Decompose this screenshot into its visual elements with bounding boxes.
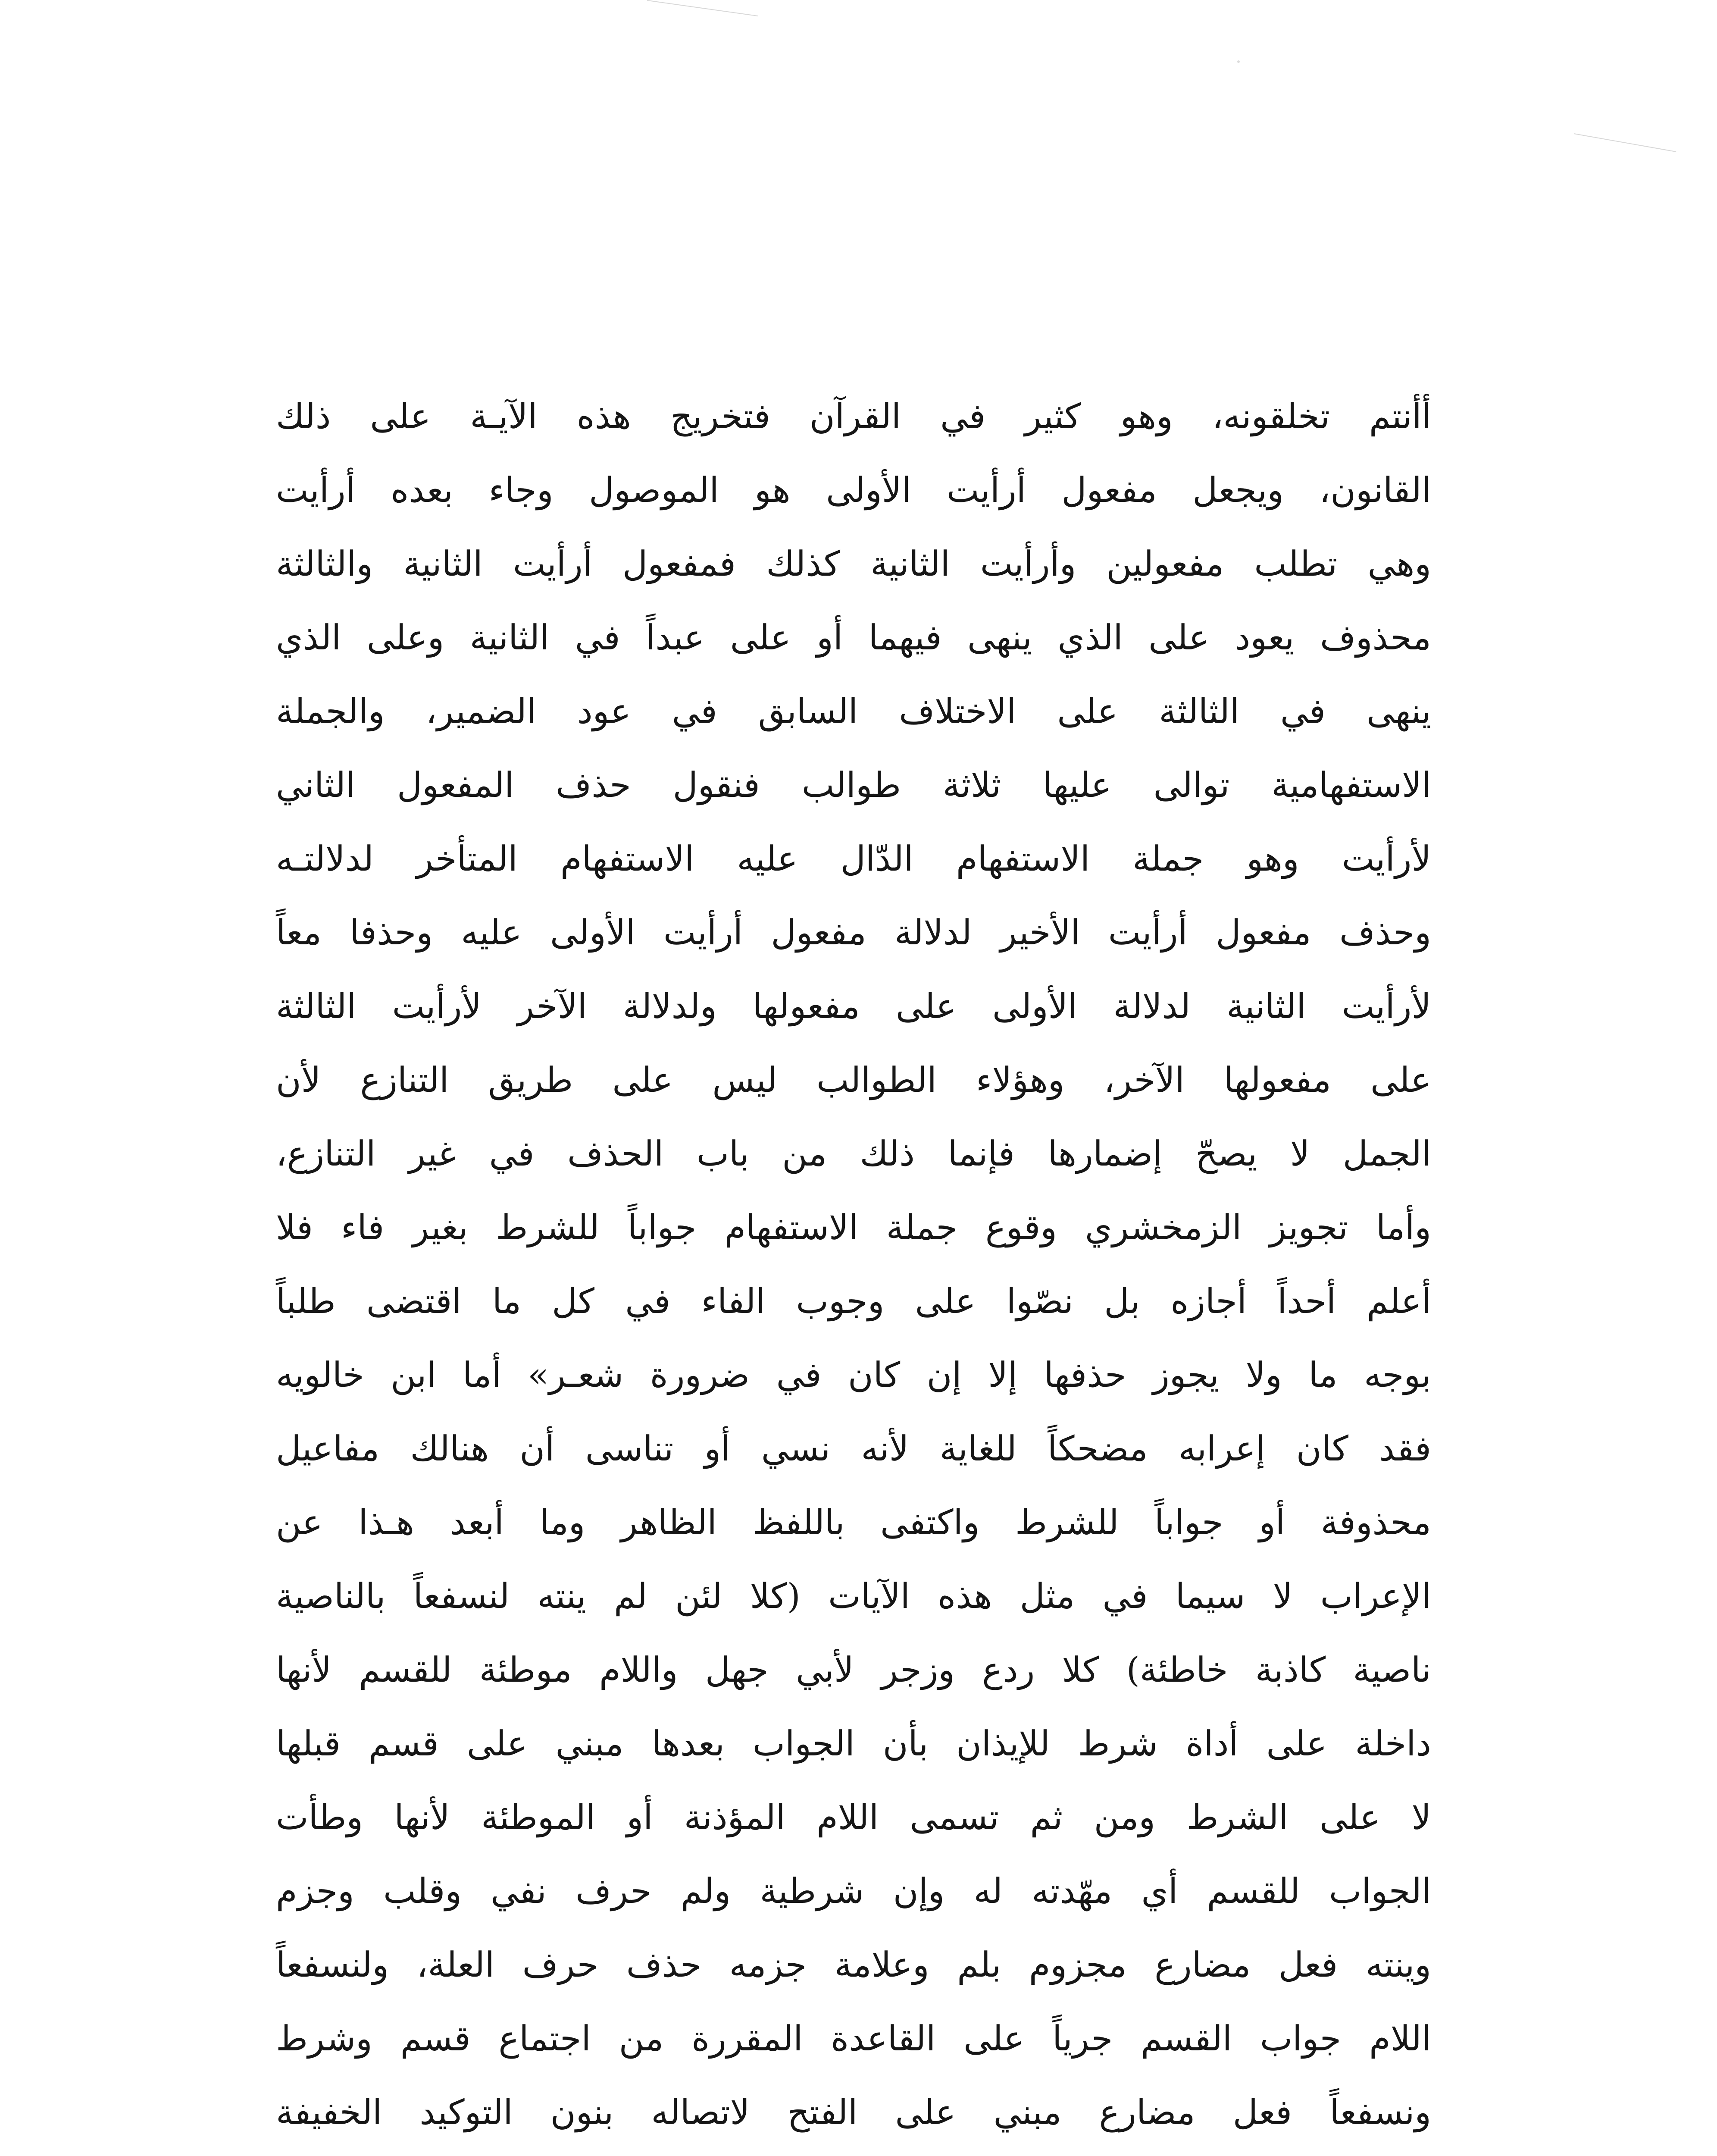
text-line: الجمل لا يصحّ إضمارها فإنما ذلك من باب الحذف في غير التنازع، bbox=[276, 1134, 1431, 1174]
text-line: وحذف مفعول أرأيت الأخير لدلالة مفعول أرأيت الأولى عليه وحذفا معاً bbox=[276, 912, 1431, 953]
text-line: لأرأيت الثانية لدلالة الأولى على مفعولها ولدلالة الآخر لأرأيت الثالثة bbox=[276, 986, 1431, 1026]
text-line: أأنتم تخلقونه، وهو كثير في القرآن فتخريج هذه الآيـة على ذلك bbox=[276, 396, 1431, 436]
text-line: ينهى في الثالثة على الاختلاف السابق في عود الضمير، والجملة bbox=[276, 691, 1431, 731]
text-line: الإعراب لا سيما في مثل هذه الآيات (كلا لئن لم ينته لنسفعاً بالناصية bbox=[276, 1576, 1431, 1616]
scan-dust-spot bbox=[1237, 60, 1240, 63]
text-line: لا على الشرط ومن ثم تسمى اللام المؤذنة أو الموطئة لأنها وطأت bbox=[276, 1797, 1431, 1837]
text-line: اللام جواب القسم جرياً على القاعدة المقررة من اجتماع قسم وشرط bbox=[276, 2018, 1431, 2059]
text-line: القانون، ويجعل مفعول أرأيت الأولى هو الموصول وجاء بعده أرأيت bbox=[276, 470, 1431, 510]
scan-mark-top-right bbox=[1574, 133, 1676, 152]
text-line: الجواب للقسم أي مهّدته له وإن شرطية ولم حرف نفي وقلب وجزم bbox=[276, 1871, 1431, 1911]
text-line: ونسفعاً فعل مضارع مبني على الفتح لاتصاله بنون التوكيد الخفيفة bbox=[276, 2092, 1431, 2132]
scan-mark-top bbox=[647, 0, 758, 16]
text-line: ناصية كاذبة خاطئة) كلا ردع وزجر لأبي جهل واللام موطئة للقسم لأنها bbox=[276, 1650, 1431, 1690]
text-line: محذوفة أو جواباً للشرط واكتفى باللفظ الظاهر وما أبعد هـذا عن bbox=[276, 1502, 1431, 1542]
text-line: لأرأيت وهو جملة الاستفهام الدّال عليه الاستفهام المتأخر لدلالتـه bbox=[276, 839, 1431, 879]
text-line: الاستفهامية توالى عليها ثلاثة طوالب فنقول حذف المفعول الثاني bbox=[276, 765, 1431, 805]
text-line: وأما تجويز الزمخشري وقوع جملة الاستفهام جواباً للشرط بغير فاء فلا bbox=[276, 1207, 1431, 1247]
text-line: داخلة على أداة شرط للإيذان بأن الجواب بعدها مبني على قسم قبلها bbox=[276, 1724, 1431, 1764]
text-line: فقد كان إعرابه مضحكاً للغاية لأنه نسي أو تناسى أن هنالك مفاعيل bbox=[276, 1429, 1431, 1469]
body-text bbox=[276, 379, 1431, 2156]
text-line: محذوف يعود على الذي ينهى فيهما أو على عبداً في الثانية وعلى الذي bbox=[276, 617, 1431, 658]
text-line: وينته فعل مضارع مجزوم بلم وعلامة جزمه حذف حرف العلة، ولنسفعاً bbox=[276, 1945, 1431, 1985]
text-line: أعلم أحداً أجازه بل نصّوا على وجوب الفاء في كل ما اقتضى طلباً bbox=[276, 1281, 1431, 1321]
text-line: على مفعولها الآخر، وهؤلاء الطوالب ليس على طريق التنازع لأن bbox=[276, 1060, 1431, 1100]
text-line bbox=[276, 2149, 1431, 2156]
text-line: بوجه ما ولا يجوز حذفها إلا إن كان في ضرورة شعـر» أما ابن خالويه bbox=[276, 1355, 1431, 1395]
text-line: وهي تطلب مفعولين وأرأيت الثانية كذلك فمفعول أرأيت الثانية والثالثة bbox=[276, 544, 1431, 584]
